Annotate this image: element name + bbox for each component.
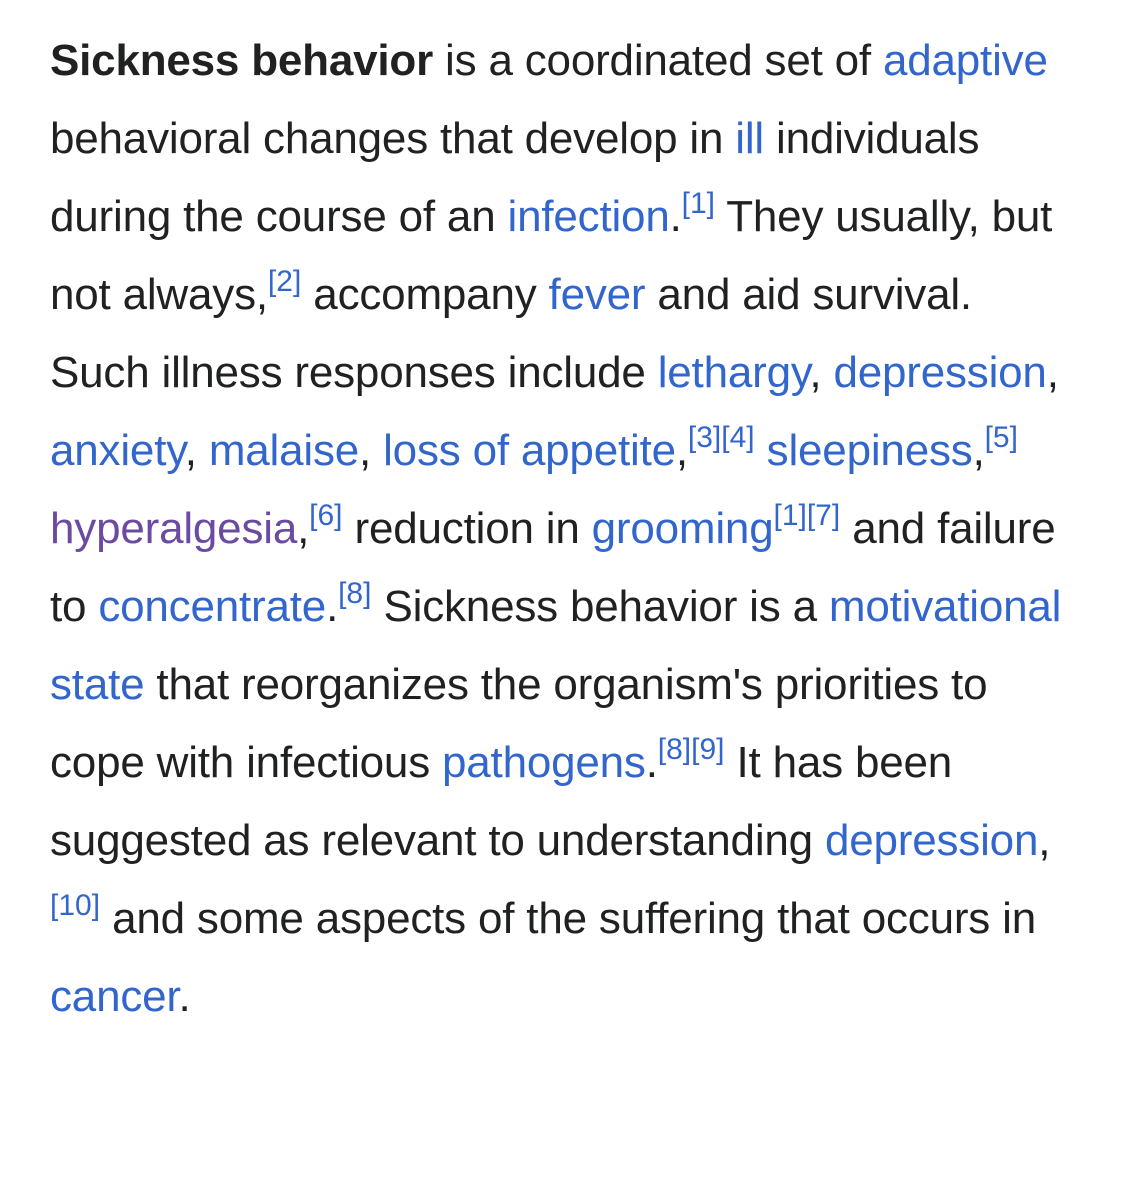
link-sleepiness[interactable]: sleepiness: [766, 426, 973, 475]
body-text: ,: [809, 348, 834, 397]
citation-3[interactable]: [3]: [687, 421, 722, 454]
citation-8[interactable]: [8]: [657, 733, 692, 766]
body-text: ,: [359, 426, 384, 475]
citation-10[interactable]: [10]: [50, 889, 101, 922]
body-text: ,: [972, 426, 985, 475]
body-text: It has been suggested as relevant to understanding: [50, 738, 953, 865]
body-text: behavioral changes that develop in: [50, 114, 736, 163]
link-lethargy[interactable]: lethargy: [657, 348, 810, 397]
citation-9[interactable]: [9]: [691, 733, 725, 766]
body-text: They usually, but not always,: [50, 192, 1053, 319]
body-text: and failure to: [50, 504, 1056, 631]
link-adaptive[interactable]: adaptive: [882, 36, 1048, 85]
link-malaise[interactable]: malaise: [208, 426, 360, 475]
citation-5[interactable]: [5]: [984, 421, 1018, 454]
body-text: ,: [1046, 348, 1059, 397]
body-text: and aid survival. Such illness responses include: [50, 270, 972, 397]
link-depression[interactable]: depression: [824, 816, 1039, 865]
body-text: ,: [184, 426, 209, 475]
link-ill[interactable]: ill: [735, 114, 765, 163]
citation-1[interactable]: [1]: [773, 499, 807, 532]
body-text: ,: [297, 504, 310, 553]
link-grooming[interactable]: grooming: [591, 504, 774, 553]
body-text: [755, 426, 767, 475]
link-anxiety[interactable]: anxiety: [50, 426, 185, 475]
body-text: that reorganizes the organism's priorities to cope with infectious: [50, 660, 988, 787]
body-text: is a coordinated set of: [433, 36, 883, 85]
citation-7[interactable]: [7]: [806, 499, 841, 532]
link-fever[interactable]: fever: [548, 270, 646, 319]
body-text: .: [178, 972, 191, 1021]
body-text: .: [326, 582, 339, 631]
body-text: accompany: [301, 270, 549, 319]
link-loss-of-appetite[interactable]: loss of appetite: [383, 426, 676, 475]
link-infection[interactable]: infection: [507, 192, 670, 241]
link-concentrate[interactable]: concentrate: [98, 582, 327, 631]
link-motivational-state[interactable]: motivational state: [50, 582, 1062, 709]
citation-4[interactable]: [4]: [721, 421, 755, 454]
body-text: Sickness behavior is a: [371, 582, 829, 631]
citation-6[interactable]: [6]: [309, 499, 343, 532]
body-text: individuals during the course of an: [50, 114, 980, 241]
body-text: .: [645, 738, 658, 787]
body-text: ,: [675, 426, 688, 475]
link-hyperalgesia[interactable]: hyperalgesia: [50, 504, 298, 553]
link-cancer[interactable]: cancer: [50, 972, 179, 1021]
link-pathogens[interactable]: pathogens: [442, 738, 646, 787]
citation-8[interactable]: [8]: [338, 577, 372, 610]
citation-1[interactable]: [1]: [681, 187, 715, 220]
link-depression[interactable]: depression: [833, 348, 1047, 397]
intro-paragraph: [50, 22, 1073, 1036]
body-text: .: [669, 192, 682, 241]
article-term: Sickness behavior: [50, 36, 434, 85]
body-text: reduction in: [342, 504, 592, 553]
body-text: ,: [1038, 816, 1051, 865]
body-text: and some aspects of the suffering that occurs in: [100, 894, 1036, 943]
citation-2[interactable]: [2]: [267, 265, 302, 298]
